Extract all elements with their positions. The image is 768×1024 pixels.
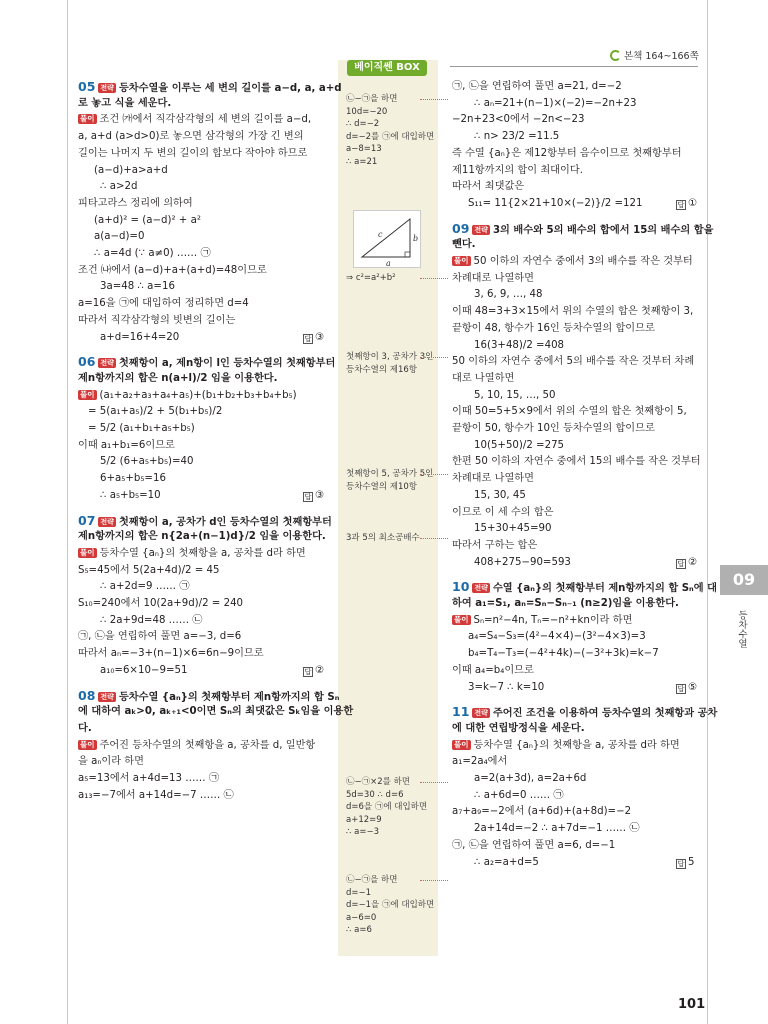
- side-note-line: a−6=0: [346, 912, 377, 923]
- solution-line: a+d=16+4=20: [100, 331, 180, 343]
- problem-11-heading: [452, 705, 717, 721]
- problem-10-heading: [452, 580, 717, 596]
- solution-line: 5/2 (6+a₅+b₅)=40: [100, 456, 194, 468]
- answer-value: ①: [688, 197, 698, 209]
- side-note-line: ∴ a=6: [346, 925, 372, 935]
- solution-line: 이때 50=5+5×9에서 위의 수열의 합은 첫째항이 5,: [452, 406, 687, 418]
- solution-line: 408+275−90=593: [474, 556, 571, 568]
- solution-badge: 풀이: [80, 739, 95, 749]
- problem-strategy-text: 첫째항이 a, 공차가 d인 등차수열의 첫째항부터: [118, 516, 332, 528]
- solution-text: 50 이하의 자연수 중에서 3의 배수를 작은 것부터: [473, 256, 693, 267]
- solution-line: 50 이하의 자연수 중에서 5의 배수를 작은 것부터 차례: [452, 356, 695, 368]
- solution-line: 에 대한 연립방정식을 세운다.: [452, 722, 585, 734]
- side-note-line: d=−1을 ㉠에 대입하면: [346, 900, 435, 910]
- strategy-badge: 전략: [474, 225, 488, 234]
- solution-line: 이므로 이 세 수의 합은: [452, 506, 554, 518]
- answer-value: ③: [315, 489, 325, 501]
- solution-line: [78, 739, 315, 753]
- side-note-connector: [420, 538, 448, 539]
- solution-line: [78, 389, 297, 403]
- side-note-connector: [420, 278, 448, 279]
- solution-line: a(a−d)=0: [94, 231, 145, 243]
- refresh-arrow-icon: [610, 50, 621, 61]
- solution-badge: 풀이: [80, 114, 95, 124]
- solution-line: 3, 6, 9, …, 48: [474, 289, 543, 301]
- answer-value: ②: [315, 664, 325, 676]
- answer-mark: [676, 681, 697, 695]
- problem-08-heading: [78, 689, 339, 705]
- side-note-line: a−8=13: [346, 144, 382, 154]
- solution-badge: 풀이: [454, 256, 469, 265]
- solution-line: 차례대로 나열하면: [452, 473, 534, 485]
- svg-text:b: b: [413, 234, 419, 243]
- left-margin-line: [67, 0, 68, 1024]
- strategy-badge: 전략: [100, 359, 114, 368]
- solution-line: ∴ a+2d=9 …… ㉠: [100, 581, 190, 593]
- side-note-line: 첫째항이 5, 공차가 5인: [346, 469, 434, 479]
- answer-value: ③: [315, 331, 325, 343]
- problem-strategy-text: 등차수열 {aₙ}의 첫째항부터 제n항까지의 합 Sₙ: [118, 691, 340, 703]
- solution-line: 끝항이 50, 항수가 10인 등차수열의 합이므로: [452, 423, 655, 434]
- answer-icon: 답: [304, 492, 312, 501]
- strategy-badge: 전략: [474, 584, 488, 593]
- solution-line: 이때 a₄=b₄이므로: [452, 664, 534, 676]
- side-note-5: [346, 532, 420, 545]
- problem-strategy-text: 주어진 조건을 이용하여 등차수열의 첫째항과 공차: [492, 708, 718, 720]
- solution-badge: 풀이: [80, 547, 95, 557]
- side-note-line: ㉡−㉠을 하면: [346, 94, 398, 104]
- page-number: 101: [678, 997, 706, 1012]
- solution-line: ∴ a+6d=0 …… ㉠: [474, 789, 564, 801]
- side-note-line: ⇒ c²=a²+b²: [346, 273, 396, 283]
- answer-value: ⑤: [688, 681, 698, 693]
- solution-line: ㉠, ㉡을 연립하여 풀면 a=21, d=−2: [452, 81, 622, 92]
- side-note-7: [346, 874, 434, 937]
- side-note-line: 등차수열의 제16항: [346, 364, 417, 375]
- side-note-connector: [420, 99, 448, 100]
- page-reference-label: 본책 164~166쪽: [624, 51, 699, 62]
- solution-line: a₁=2a₄에서: [452, 756, 508, 768]
- solution-line: [78, 547, 306, 561]
- answer-mark: [676, 556, 697, 570]
- side-note-line: a+12=9: [346, 814, 382, 825]
- solution-line: [452, 255, 693, 269]
- solution-line: 15, 30, 45: [474, 489, 526, 501]
- solution-line: a, a+d (a>d>0)로 놓으면 삼각형의 가장 긴 변의: [78, 131, 304, 143]
- strategy-badge: 전략: [100, 517, 114, 526]
- problem-strategy-text: 3의 배수와 5의 배수의 합에서 15의 배수의 합을: [492, 224, 714, 236]
- solution-line: 뺀다.: [452, 239, 476, 251]
- side-note-2: [346, 272, 396, 285]
- side-note-line: ㉡−㉠을 하면: [346, 875, 398, 885]
- solution-line: 을 aₙ이라 하면: [78, 756, 144, 768]
- solution-line: 이때 a₁+b₁=6이므로: [78, 439, 175, 451]
- solution-line: 길이는 나머지 두 변의 길이의 합보다 작아야 하므로: [78, 147, 308, 159]
- solution-line: S₅=45에서 5(2a+4d)/2 = 45: [78, 564, 220, 576]
- solution-line: a₁₃=−7에서 a+14d=−7 …… ㉡: [78, 789, 234, 801]
- solution-badge: 풀이: [80, 389, 95, 399]
- problem-number: 10: [452, 579, 470, 595]
- solution-line: 제11항까지의 합이 최대이다.: [452, 164, 583, 176]
- triangle-icon: [354, 211, 420, 267]
- solution-line: 따라서 최댓값은: [452, 181, 525, 193]
- side-note-line: 10d=−20: [346, 106, 388, 117]
- solution-line: 로 놓고 식을 세운다.: [78, 97, 172, 109]
- solution-line: 따라서 구하는 합은: [452, 539, 538, 551]
- solution-line: ∴ n> 23/2 =11.5: [474, 131, 560, 143]
- answer-icon: 답: [677, 684, 685, 693]
- problem-strategy-text: 수열 {aₙ}의 첫째항부터 제n항까지의 합 Sₙ에 대: [492, 583, 717, 595]
- problem-number: 09: [452, 220, 470, 236]
- side-note-line: d=−2를 ㉠에 대입하면: [346, 131, 435, 142]
- solution-text: 조건 ㈎에서 직각삼각형의 세 변의 길이를 a−d,: [99, 114, 312, 126]
- solution-line: ㉠, ㉡을 연립하여 풀면 a=6, d=−1: [452, 839, 616, 851]
- header-rule: [450, 66, 698, 67]
- right-margin-line: [707, 0, 708, 1024]
- solution-line: 하여 a₁=S₁, aₙ=Sₙ−Sₙ₋₁ (n≥2)임을 이용한다.: [452, 598, 679, 609]
- solution-line: 따라서 aₙ=−3+(n−1)×6=6n−9이므로: [78, 648, 264, 660]
- side-note-line: ∴ a=21: [346, 156, 378, 167]
- solution-line: 에 대하여 aₖ>0, aₖ₊₁<0이면 Sₙ의 최댓값은 Sₖ임을 이용한: [78, 706, 354, 718]
- solution-line: 5, 10, 15, …, 50: [474, 389, 556, 401]
- chapter-tab: 09: [720, 565, 768, 595]
- solution-text: 등차수열 {aₙ}의 첫째항을 a, 공차를 d라 하면: [99, 547, 306, 559]
- solution-line: a=2(a+3d), a=2a+6d: [474, 773, 587, 784]
- answer-mark: [676, 197, 697, 211]
- problem-number: 08: [78, 687, 96, 703]
- answer-icon: 답: [677, 559, 685, 568]
- side-note-line: 3과 5의 최소공배수: [346, 533, 420, 543]
- side-note-line: d=−1: [346, 887, 372, 898]
- problem-number: 05: [78, 79, 96, 94]
- solution-badge: 풀이: [454, 739, 469, 749]
- solution-line: 조건 ㈏에서 (a−d)+a+(a+d)=48이므로: [78, 264, 267, 276]
- solution-line: [78, 113, 311, 127]
- solution-text: (a₁+a₂+a₃+a₄+a₅)+(b₁+b₂+b₃+b₄+b₅): [99, 389, 297, 401]
- solution-text: Sₙ=n²−4n, Tₙ=−n²+kn이라 하면: [473, 614, 633, 626]
- problem-07-heading: [78, 514, 332, 530]
- answer-value: ②: [688, 556, 698, 568]
- solution-line: [452, 739, 680, 753]
- solution-line: 2a+14d=−2 ∴ a+7d=−1 …… ㉡: [474, 823, 640, 835]
- answer-mark: [303, 489, 324, 503]
- strategy-badge: 전략: [474, 709, 488, 718]
- answer-value: 5: [688, 856, 695, 868]
- solution-line: S₁₀=240에서 10(2a+9d)/2 = 240: [78, 598, 244, 609]
- solution-line: ∴ a₅+b₅=10: [100, 489, 161, 501]
- solution-line: 즉 수열 {aₙ}은 제12항부터 음수이므로 첫째항부터: [452, 147, 682, 159]
- solution-line: 다.: [78, 722, 92, 734]
- solution-line: 제n항까지의 합은 n(a+l)/2 임을 이용한다.: [78, 372, 278, 384]
- solution-line: a₇+a₉=−2에서 (a+6d)+(a+8d)=−2: [452, 806, 632, 818]
- side-note-connector: [420, 474, 448, 475]
- solution-line: 제n항까지의 합은 n{2a+(n−1)d}/2 임을 이용한다.: [78, 531, 326, 543]
- side-note-line: d=6을 ㉠에 대입하면: [346, 802, 428, 812]
- side-note-line: ㉡−㉠×2를 하면: [346, 777, 410, 787]
- problem-number: 11: [452, 704, 470, 720]
- solution-line: a₁₀=6×10−9=51: [100, 664, 188, 676]
- solution-line: (a−d)+a>a+d: [94, 164, 168, 176]
- side-note-connector: [420, 880, 448, 881]
- answer-icon: 답: [304, 667, 312, 676]
- side-note-line: 5d=30 ∴ d=6: [346, 789, 404, 800]
- solution-text: 등차수열 {aₙ}의 첫째항을 a, 공차를 d라 하면: [473, 739, 680, 751]
- solution-line: ∴ 2a+9d=48 …… ㉡: [100, 614, 203, 626]
- solution-line: ㉠, ㉡을 연립하여 풀면 a=−3, d=6: [78, 631, 242, 643]
- svg-text:a: a: [386, 259, 391, 267]
- solution-line: 이때 48=3+3×15에서 위의 수열의 합은 첫째항이 3,: [452, 306, 694, 318]
- solution-line: 끝항이 48, 항수가 16인 등차수열의 합이므로: [452, 322, 655, 334]
- solution-line: 3a=48 ∴ a=16: [100, 281, 175, 293]
- side-note-1: [346, 93, 434, 168]
- solution-line: = 5(a₁+a₅)/2 + 5(b₁+b₅)/2: [88, 406, 223, 418]
- solution-line: ∴ a>2d: [100, 181, 138, 193]
- solution-line: 15+30+45=90: [474, 523, 552, 535]
- side-note-4: [346, 468, 433, 493]
- problem-strategy-text: 등차수열을 이루는 세 변의 길이를 a−d, a, a+d: [118, 83, 342, 94]
- problem-09-heading: [452, 222, 713, 238]
- solution-line: 한편 50 이하의 자연수 중에서 15의 배수를 작은 것부터: [452, 456, 701, 468]
- solution-line: ∴ aₙ=21+(n−1)×(−2)=−2n+23: [474, 97, 637, 109]
- right-triangle-figure: [353, 210, 421, 268]
- problem-number: 06: [78, 354, 96, 370]
- solution-text: 주어진 등차수열의 첫째항을 a, 공차를 d, 일반항: [99, 739, 316, 751]
- problem-06-heading: [78, 355, 335, 371]
- solution-line: b₄=T₄−T₃=(−4²+4k)−(−3²+3k)=k−7: [468, 648, 659, 660]
- strategy-badge: 전략: [100, 84, 114, 92]
- solution-badge: 풀이: [454, 614, 469, 624]
- side-note-3: [346, 351, 433, 376]
- answer-icon: 답: [304, 334, 312, 343]
- side-note-line: 첫째항이 3, 공차가 3인: [346, 352, 434, 362]
- side-note-line: ∴ d=−2: [346, 119, 380, 129]
- solution-line: 3=k−7 ∴ k=10: [468, 681, 545, 693]
- answer-mark: [676, 856, 694, 870]
- solution-line: 6+a₅+b₅=16: [100, 473, 166, 485]
- problem-strategy-text: 첫째항이 a, 제n항이 l인 등차수열의 첫째항부터: [118, 358, 336, 370]
- side-note-connector: [420, 782, 448, 783]
- answer-mark: [303, 331, 324, 345]
- answer-icon: 답: [677, 859, 685, 868]
- solution-line: ∴ a₂=a+d=5: [474, 856, 539, 868]
- side-note-line: ∴ a=−3: [346, 827, 379, 837]
- solution-line: 차례대로 나열하면: [452, 272, 534, 284]
- side-note-connector: [420, 357, 448, 358]
- solution-line: 16(3+48)/2 =408: [474, 339, 565, 351]
- solution-line: 따라서 직각삼각형의 빗변의 길이는: [78, 314, 236, 326]
- strategy-badge: 전략: [100, 692, 114, 701]
- problem-05-heading: [78, 80, 342, 96]
- answer-icon: 답: [677, 200, 685, 209]
- solution-line: a=16을 ㉠에 대입하여 정리하면 d=4: [78, 298, 249, 310]
- chapter-tab-label: 등차수열: [736, 610, 747, 648]
- side-note-6: [346, 776, 427, 839]
- solution-line: 10(5+50)/2 =275: [474, 439, 565, 451]
- solution-line: = 5/2 (a₁+b₁+a₅+b₅): [88, 423, 195, 434]
- box-title: 베이직쎈 BOX: [347, 60, 427, 76]
- page-reference: [610, 48, 699, 62]
- side-note-line: 등차수열의 제10항: [346, 481, 417, 492]
- answer-mark: [303, 664, 324, 678]
- solution-line: (a+d)² = (a−d)² + a²: [94, 214, 201, 226]
- solution-line: 대로 나열하면: [452, 372, 515, 384]
- solution-line: −2n+23<0에서 −2n<−23: [452, 114, 585, 126]
- solution-line: a₄=S₄−S₃=(4²−4×4)−(3²−4×3)=3: [468, 631, 646, 643]
- svg-text:c: c: [378, 230, 383, 239]
- solution-line: 피타고라스 정리에 의하여: [78, 197, 193, 209]
- problem-number: 07: [78, 512, 96, 528]
- solution-line: a₅=13에서 a+4d=13 …… ㉠: [78, 773, 220, 784]
- solution-line: [452, 614, 632, 628]
- solution-line: ∴ a=4d (∵ a≠0) …… ㉠: [94, 248, 211, 259]
- solution-line: S₁₁= 11{2×21+10×(−2)}/2 =121: [468, 197, 643, 209]
